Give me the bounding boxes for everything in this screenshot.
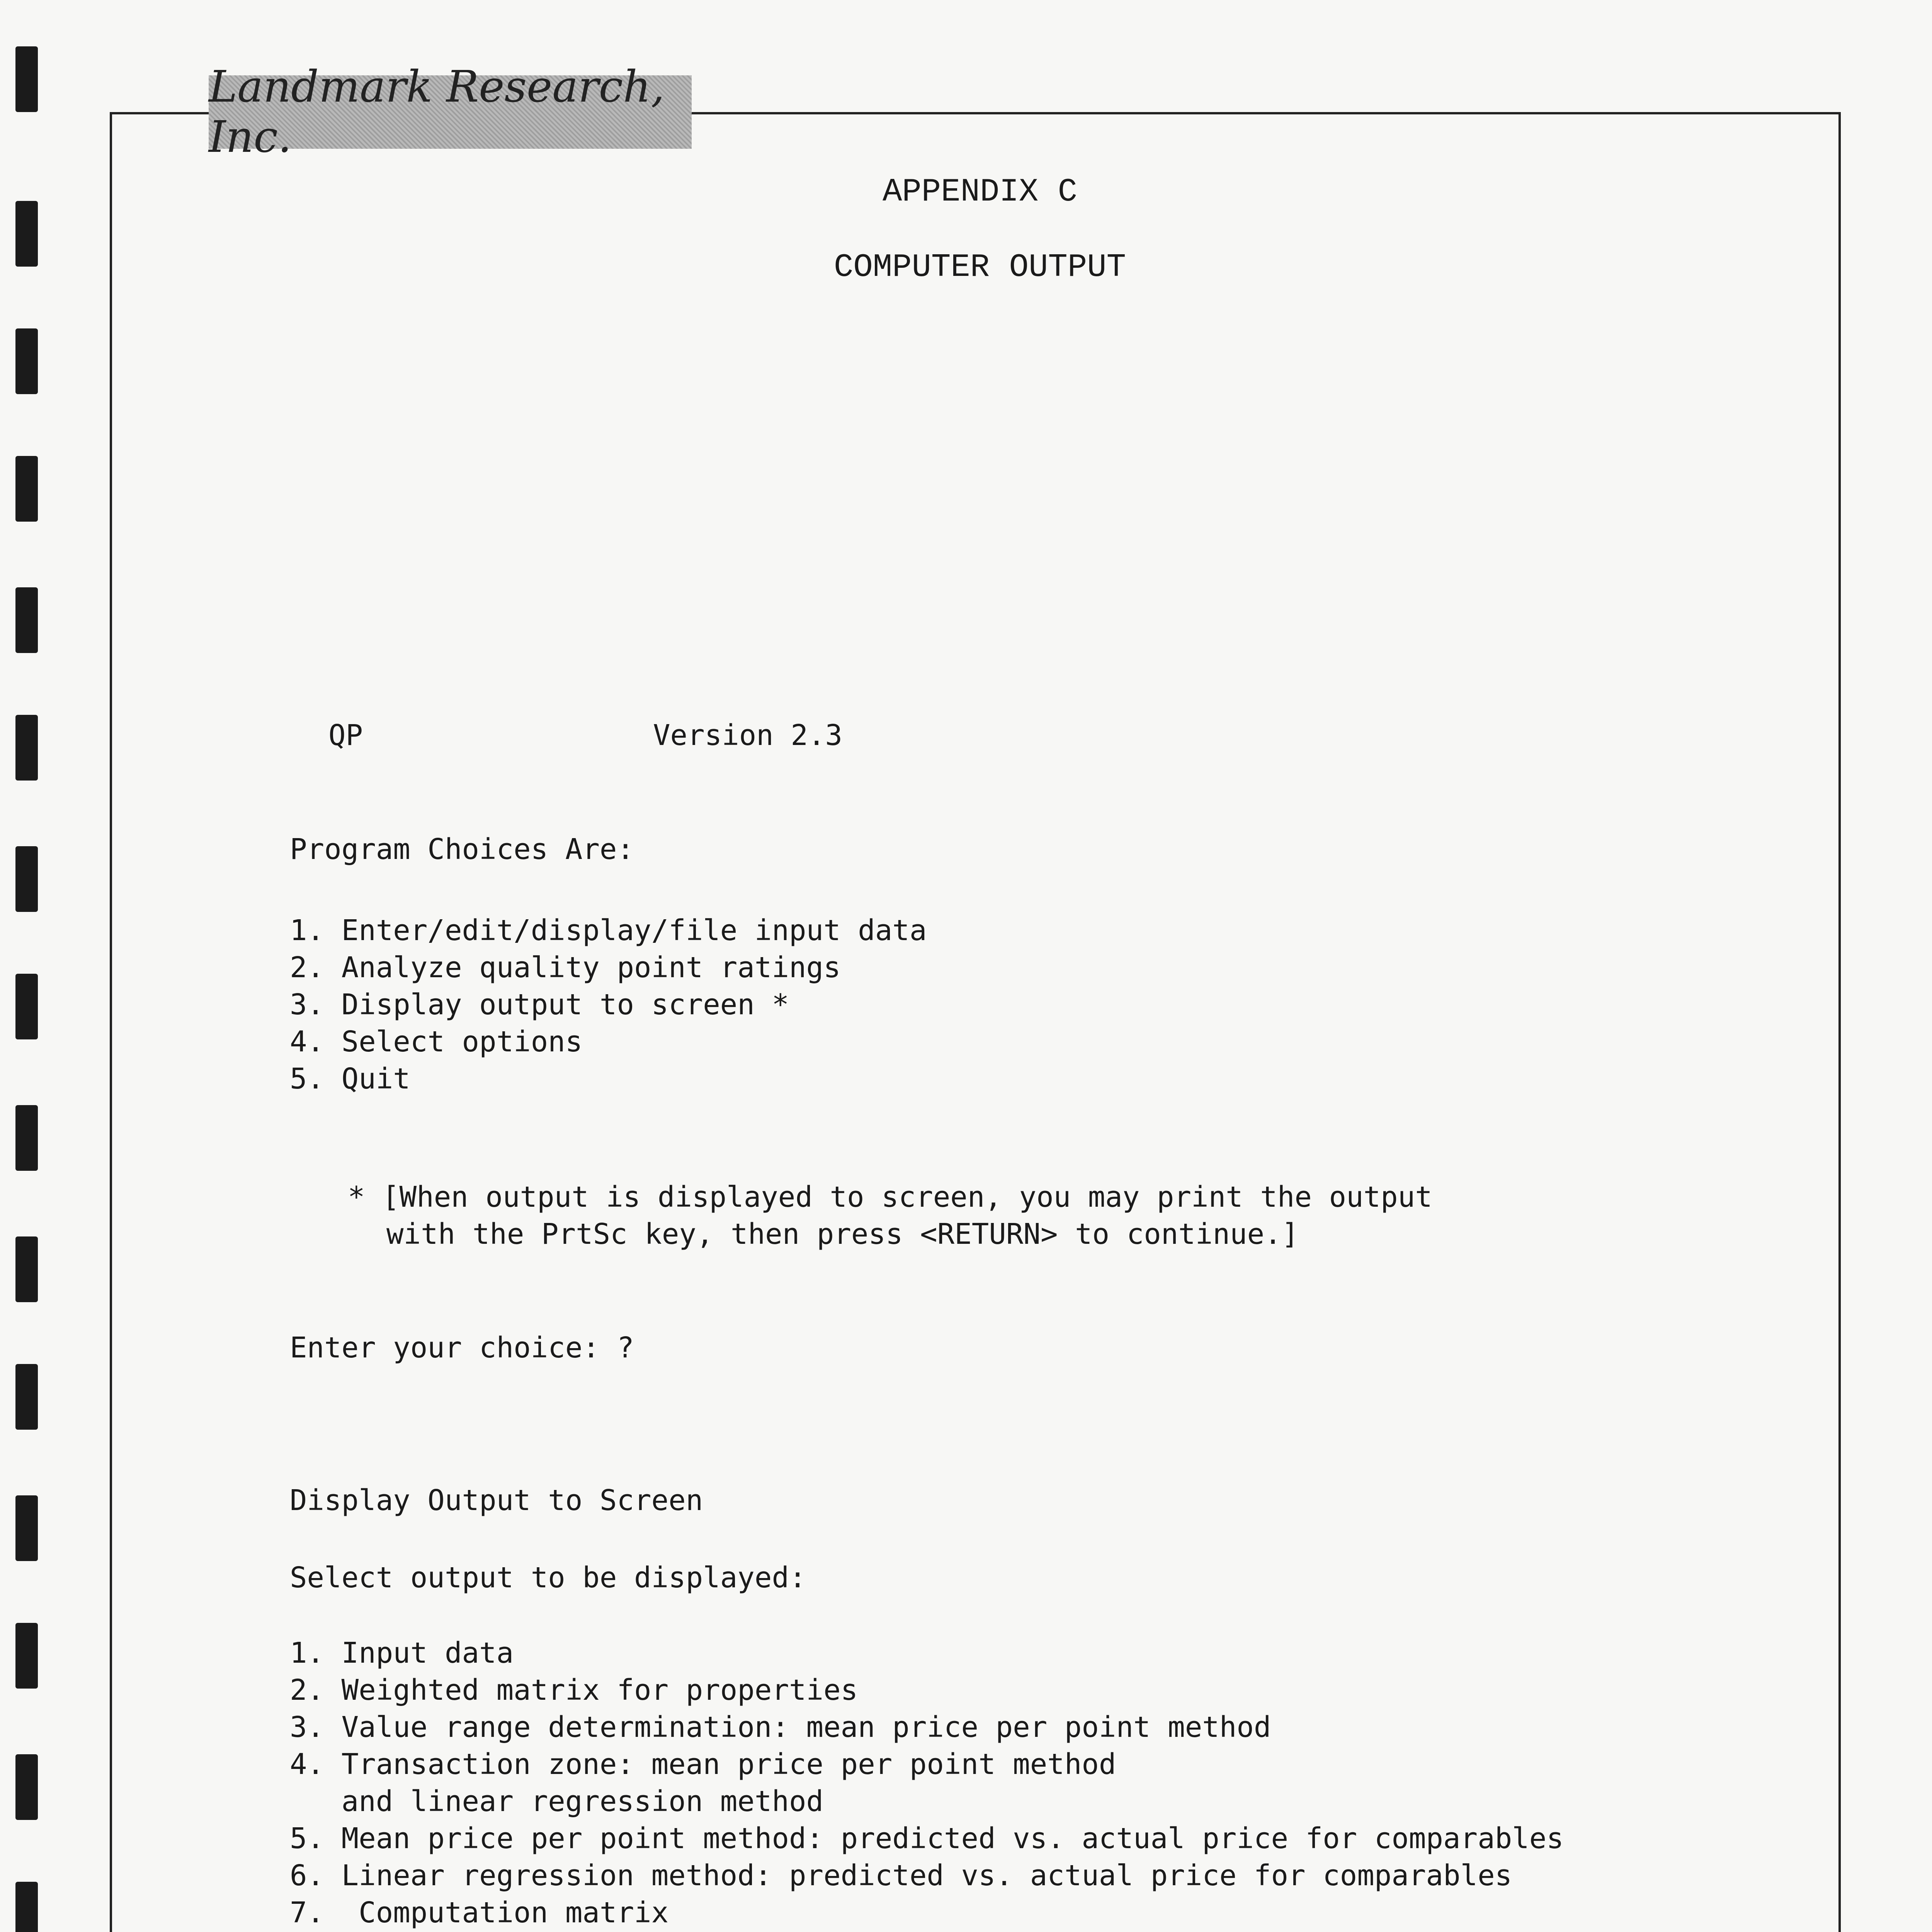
main-menu-prompt: Enter your choice: ? <box>290 1331 634 1364</box>
main-menu-item-4: 4. Select options <box>290 1025 583 1058</box>
display-menu-item-6: 6. Linear regression method: predicted vs. actual price for comparables <box>290 1859 1512 1892</box>
print-note-line-1: * [When output is displayed to screen, you may print the output <box>348 1180 1432 1214</box>
binding-hole <box>15 1236 38 1302</box>
display-menu-subheading: Select output to be displayed: <box>290 1561 806 1594</box>
print-note-line-2: with the PrtSc key, then press <RETURN> to continue.] <box>386 1218 1299 1251</box>
logo-text: Landmark Research, Inc. <box>209 62 665 162</box>
display-menu-item-4-cont: and linear regression method <box>290 1785 824 1818</box>
binding-hole <box>15 46 38 112</box>
program-version: Version 2.3 <box>653 719 843 752</box>
display-menu-item-3: 3. Value range determination: mean price per point method <box>290 1711 1271 1744</box>
display-menu-item-4: 4. Transaction zone: mean price per point method <box>290 1748 1116 1781</box>
page-title: COMPUTER OUTPUT <box>833 249 1126 286</box>
display-menu-item-2: 2. Weighted matrix for properties <box>290 1673 858 1707</box>
main-menu-heading: Program Choices Are: <box>290 833 634 866</box>
main-menu-item-3: 3. Display output to screen * <box>290 988 789 1021</box>
binding-hole <box>15 1623 38 1689</box>
appendix-label: APPENDIX C <box>882 174 1078 211</box>
binding-hole <box>15 328 38 394</box>
binding-hole <box>15 456 38 522</box>
binding-hole <box>15 1105 38 1171</box>
binding-hole <box>15 1495 38 1561</box>
display-menu-item-5: 5. Mean price per point method: predicted vs. actual price for comparables <box>290 1822 1564 1855</box>
main-menu-item-5: 5. Quit <box>290 1062 410 1095</box>
main-menu-item-2: 2. Analyze quality point ratings <box>290 951 841 984</box>
binding-hole <box>15 1882 38 1932</box>
binding-hole <box>15 1754 38 1820</box>
display-menu-heading: Display Output to Screen <box>290 1484 703 1517</box>
binding-hole <box>15 846 38 912</box>
main-menu-item-1: 1. Enter/edit/display/file input data <box>290 914 927 947</box>
company-logo <box>209 62 692 162</box>
display-menu-item-1: 1. Input data <box>290 1636 514 1670</box>
binding-hole <box>15 715 38 781</box>
binding-hole <box>15 974 38 1039</box>
program-name: QP <box>328 719 363 752</box>
binding-hole <box>15 1364 38 1430</box>
display-menu-item-7: 7. Computation matrix <box>290 1896 669 1929</box>
binding-hole <box>15 587 38 653</box>
